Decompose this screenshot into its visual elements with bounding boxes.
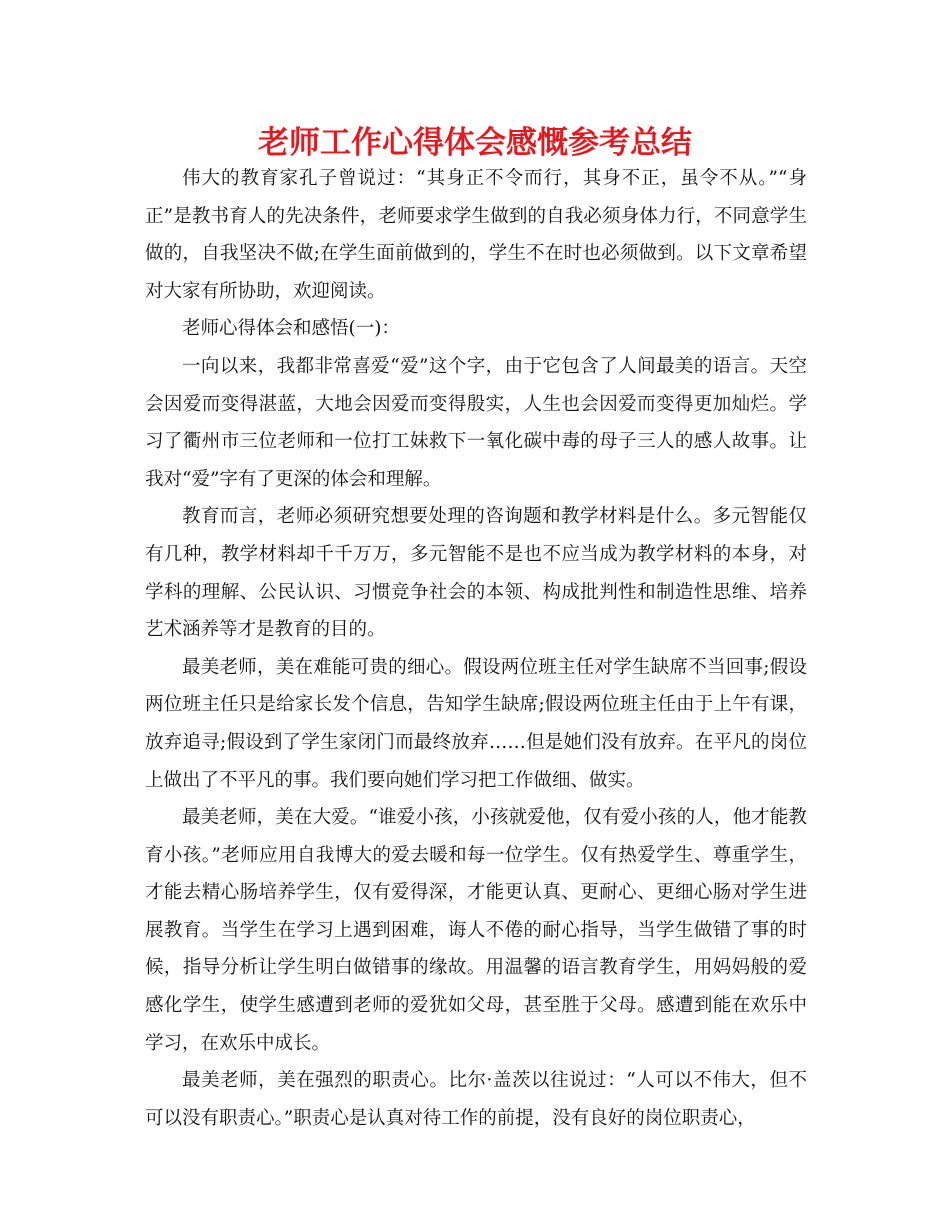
paragraph-responsibility: 最美老师，美在强烈的职责心。比尔·盖茨以往说过：“人可以不伟大，但不可以没有职责心。”职责心是认真对待工作的前提，没有良好的岗位职责心， xyxy=(145,1070,807,1129)
paragraph-education: 教育而言，老师必须研究想要处理的咨询题和教学材料是什么。多元智能仅有几种，教学材料却千千万万，多元智能不是也不应当成为教学材料的本身，对学科的理解、公民认识、习惯竞争社会的本领、构成批判性和制造性思维、培养艺术涵养等才是教育的目的。 xyxy=(145,506,807,641)
paragraph-section-heading: 老师心得体会和感悟(一)： xyxy=(182,318,400,340)
paragraph-intro: 伟大的教育家孔子曾说过：“其身正不令而行，其身不正，虽令不从。”“身正”是教书育人的先决条件，老师要求学生做到的自我必须身体力行，不同意学生做的，自我坚决不做;在学生面前做到的，学生不在时也必须做到。以下文章希望对大家有所协助，欢迎阅读。 xyxy=(145,168,807,302)
paragraph-love: 一向以来，我都非常喜爱“爱”这个字，由于它包含了人间最美的语言。天空会因爱而变得湛蓝，大地会因爱而变得殷实，人生也会因爱而变得更加灿烂。学习了衢州市三位老师和一位打工妹救下一氧化碳中毒的母子三人的感人故事。让我对“爱”字有了更深的体会和理解。 xyxy=(145,355,807,490)
document-title: 老师工作心得体会感慨参考总结 xyxy=(258,125,692,161)
paragraph-carefulness: 最美老师，美在难能可贵的细心。假设两位班主任对学生缺席不当回事;假设两位班主任只是给家长发个信息，告知学生缺席;假设两位班主任由于上午有课，放弃追寻;假设到了学生家闭门而最终放弃……但是她们没有放弃。在平凡的岗位上做出了不平凡的事。我们要向她们学习把工作做细、做实。 xyxy=(145,656,807,791)
document-body xyxy=(145,160,807,1137)
paragraph-great-love: 最美老师，美在大爱。“谁爱小孩，小孩就爱他，仅有爱小孩的人，他才能教育小孩。”老师应用自我博大的爱去暖和每一位学生。仅有热爱学生、尊重学生，才能去精心肠培养学生，仅有爱得深，才能更认真、更耐心、更细心肠对学生进展教育。当学生在学习上遇到困难，诲人不倦的耐心指导，当学生做错了事的时候，指导分析让学生明白做错事的缘故。用温馨的语言教育学生，用妈妈般的爱感化学生，使学生感遭到老师的爱犹如父母，甚至胜于父母。感遭到能在欢乐中学习，在欢乐中成长。 xyxy=(145,807,807,1054)
